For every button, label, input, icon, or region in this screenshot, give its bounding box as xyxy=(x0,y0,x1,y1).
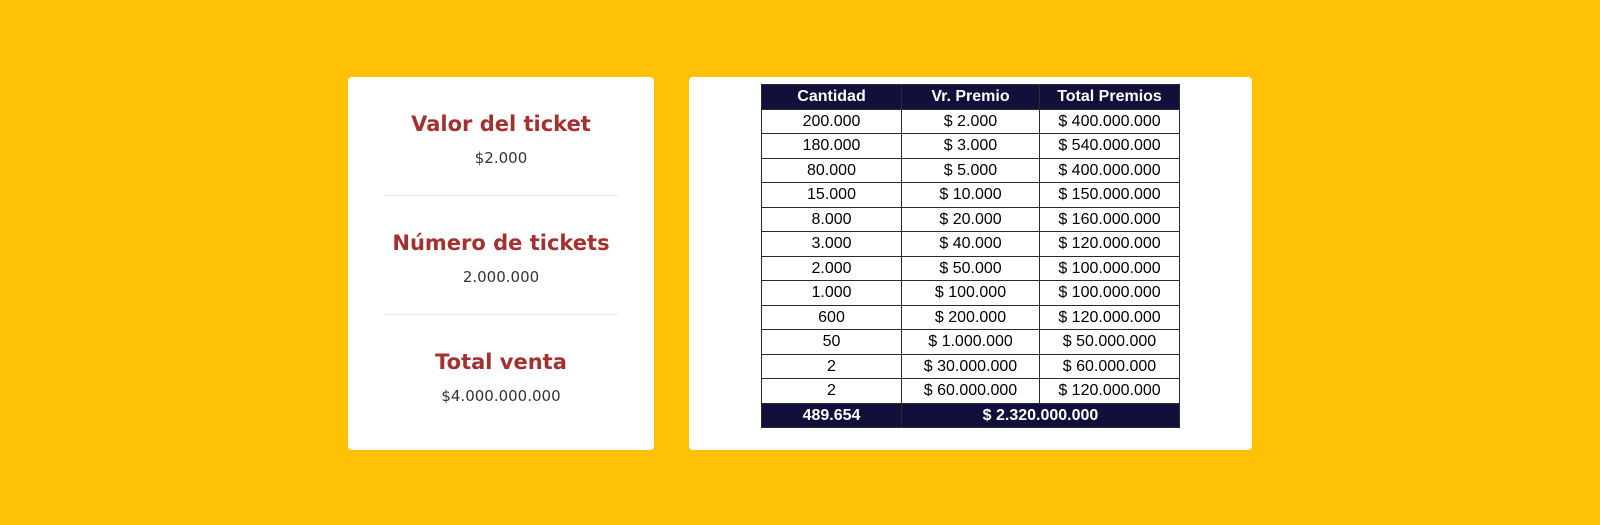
total-prizes-cell: $ 50.000.000 xyxy=(1040,330,1180,355)
ticket-price-block xyxy=(384,77,618,196)
quantity-cell: 200.000 xyxy=(762,109,902,134)
table-header-row xyxy=(762,85,1180,110)
table-row xyxy=(762,256,1180,281)
prize-value-cell: $ 5.000 xyxy=(902,158,1040,183)
quantity-cell: 15.000 xyxy=(762,183,902,208)
total-prizes-cell: $ 160.000.000 xyxy=(1040,207,1180,232)
prize-value-cell: $ 20.000 xyxy=(902,207,1040,232)
table-row xyxy=(762,158,1180,183)
table-row xyxy=(762,379,1180,404)
table-body xyxy=(762,109,1180,403)
quantity-cell: 80.000 xyxy=(762,158,902,183)
prize-table xyxy=(761,84,1180,428)
prize-table-card xyxy=(689,77,1252,450)
quantity-cell: 2 xyxy=(762,379,902,404)
total-prizes-cell: $ 120.000.000 xyxy=(1040,232,1180,257)
total-prizes-cell: $ 120.000.000 xyxy=(1040,305,1180,330)
prize-value-cell: $ 100.000 xyxy=(902,281,1040,306)
table-row xyxy=(762,207,1180,232)
table-row xyxy=(762,232,1180,257)
quantity-cell: 50 xyxy=(762,330,902,355)
quantity-cell: 2 xyxy=(762,354,902,379)
prize-value-cell: $ 2.000 xyxy=(902,109,1040,134)
total-prizes-cell: $ 400.000.000 xyxy=(1040,158,1180,183)
total-prizes-cell: $ 60.000.000 xyxy=(1040,354,1180,379)
total-prizes-cell: $ 400.000.000 xyxy=(1040,109,1180,134)
column-header-prize-value: Vr. Premio xyxy=(902,85,1040,110)
ticket-info-card xyxy=(348,77,654,450)
prize-value-cell: $ 30.000.000 xyxy=(902,354,1040,379)
total-sales-value: $4.000.000.000 xyxy=(441,387,561,405)
quantity-cell: 2.000 xyxy=(762,256,902,281)
table-row xyxy=(762,109,1180,134)
total-prizes-cell: $ 120.000.000 xyxy=(1040,379,1180,404)
total-prizes-cell: $ 100.000.000 xyxy=(1040,281,1180,306)
prize-value-cell: $ 200.000 xyxy=(902,305,1040,330)
prize-value-cell: $ 10.000 xyxy=(902,183,1040,208)
table-row xyxy=(762,330,1180,355)
total-prizes-cell: $ 100.000.000 xyxy=(1040,256,1180,281)
quantity-cell: 8.000 xyxy=(762,207,902,232)
prize-value-cell: $ 3.000 xyxy=(902,134,1040,159)
prize-value-cell: $ 60.000.000 xyxy=(902,379,1040,404)
ticket-count-block xyxy=(384,196,618,315)
total-sales-title: Total venta xyxy=(435,350,567,374)
quantity-cell: 600 xyxy=(762,305,902,330)
quantity-cell: 180.000 xyxy=(762,134,902,159)
ticket-price-title: Valor del ticket xyxy=(411,112,591,136)
table-total-row xyxy=(762,403,1180,428)
quantity-cell: 1.000 xyxy=(762,281,902,306)
table-row xyxy=(762,281,1180,306)
ticket-count-title: Número de tickets xyxy=(392,231,610,255)
table-row xyxy=(762,183,1180,208)
total-prizes-cell: $ 2.320.000.000 xyxy=(902,403,1180,428)
table-row xyxy=(762,134,1180,159)
prize-value-cell: $ 50.000 xyxy=(902,256,1040,281)
prize-value-cell: $ 40.000 xyxy=(902,232,1040,257)
ticket-count-value: 2.000.000 xyxy=(462,268,540,286)
ticket-price-value: $2.000 xyxy=(474,149,528,167)
quantity-cell: 3.000 xyxy=(762,232,902,257)
table-row xyxy=(762,354,1180,379)
total-sales-block xyxy=(384,315,618,434)
total-prizes-cell: $ 150.000.000 xyxy=(1040,183,1180,208)
prize-value-cell: $ 1.000.000 xyxy=(902,330,1040,355)
table-row xyxy=(762,305,1180,330)
total-quantity-cell: 489.654 xyxy=(762,403,902,428)
column-header-total-prizes: Total Premios xyxy=(1040,85,1180,110)
column-header-quantity: Cantidad xyxy=(762,85,902,110)
total-prizes-cell: $ 540.000.000 xyxy=(1040,134,1180,159)
